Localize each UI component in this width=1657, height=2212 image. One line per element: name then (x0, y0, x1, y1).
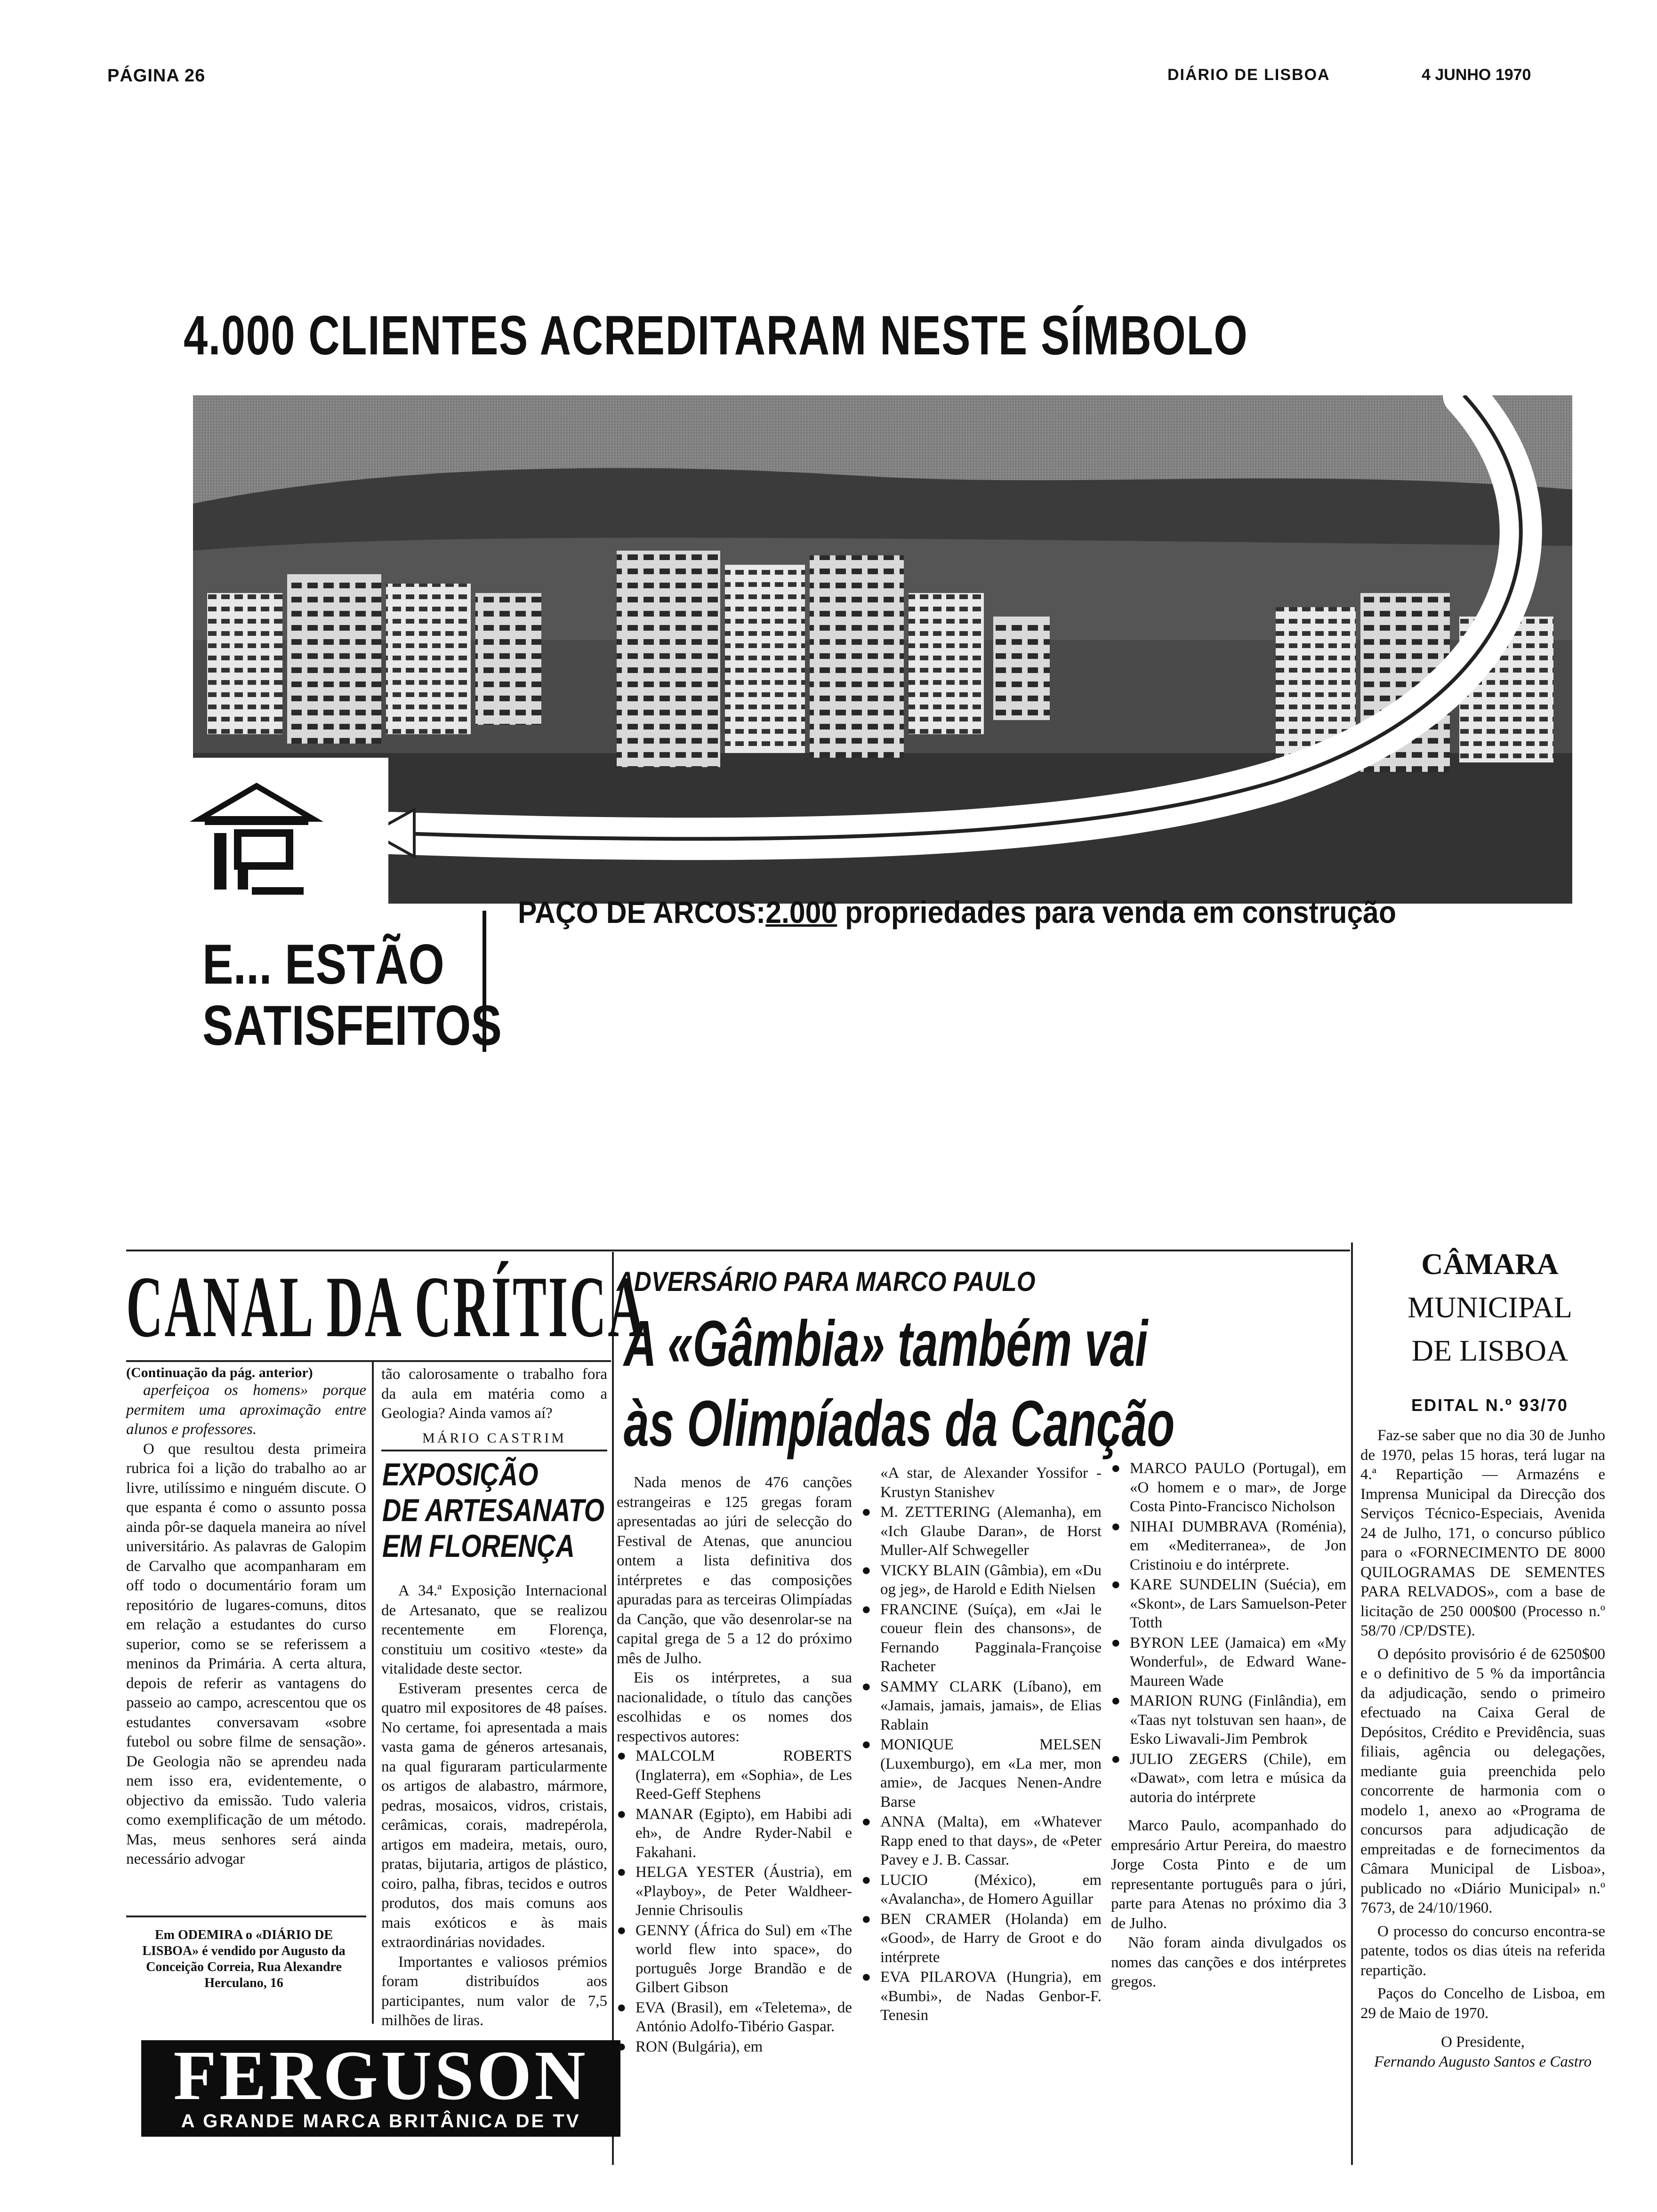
list-item: ● M. ZETTERING (Alemanha), em «Ich Glaube Daran», de Horst Muller-Alf Schwegeller (861, 1503, 1102, 1560)
canal-critica-column-2 (381, 1365, 607, 1448)
camara-paragraph: Paços do Concelho de Lisboa, em 29 de Maio de 1970. (1360, 1985, 1605, 2022)
house-logo-icon (186, 758, 388, 908)
canal-byline: MÁRIO CASTRIM (422, 1430, 566, 1446)
gambia-headline-line: às Olimpíadas da Canção (624, 1387, 1175, 1460)
list-item: ● SAMMY CLARK (Líbano), em «Jamais, jamais, jamais», de Elias Rablain (861, 1677, 1102, 1735)
ad-tagline-line-2: SATISFEITOS (202, 994, 502, 1057)
edital-number: EDITAL N.º 93/70 (1411, 1395, 1569, 1415)
issue-date: 4 JUNHO 1970 (1422, 66, 1531, 84)
president-signature: Fernando Augusto Santos e Castro (1374, 2053, 1592, 2070)
list-item: ● LUCIO (México), em «Avalancha», de Homero Aguillar (861, 1871, 1102, 1909)
camara-paragraph: Faz-se saber que no dia 30 de Junho de 1970, pelas 15 horas, terá lugar na 4.ª Repartição — Armazéns e Imprensa Municipal da Direcção dos Serviços Técnico-Especiais, Avenida 24 de Julho, 171, o concurso público para o «FORNECIMENTO DE 8000 QUILOGRAMAS DE SEMENTES PARA RELVADOS», com a base de licitação de 250 000$00 (Processo n.º 58/70 /CP/DSTE). (1360, 1427, 1605, 1639)
canal-critica-title: CANAL DA CRÍTICA (126, 1258, 646, 1355)
exposicao-title-line: EXPOSIÇÃO (382, 1457, 539, 1492)
camara-paragraph: O processo do concurso encontra-se patente, todos os dias úteis na referida repartição. (1360, 1923, 1605, 1979)
list-item: ● EVA PILAROVA (Hungria), em «Bumbi», de Nadas Genbor-F. Tenesin (861, 1968, 1102, 2025)
list-item: «A star, de Alexander Yossifor - Krustyn Stanishev (880, 1465, 1102, 1501)
list-item: ● FRANCINE (Suíça), em «Jai le coueur flein des chansons», de Fernando Pagginala-Françoise Racheter (861, 1600, 1102, 1676)
camara-title (1360, 1242, 1619, 1372)
camara-title-line: DE LISBOA (1411, 1334, 1569, 1367)
gambia-intro: Nada menos de 476 canções estrangeiras e 125 gregas foram apresentadas ao júri de selecção do Festival de Atenas, que anunciou ontem a lista definitiva dos intérpretes e das composições apuradas para as terceiras Olimpíadas da Canção, que vão desenrolar-se na capital grega de 5 a 12 do próximo mês de Julho. (617, 1474, 852, 1667)
gambia-paragraph: Não foram ainda divulgados os nomes das canções e dos intérpretes gregos. (1111, 1934, 1346, 1990)
list-item: ● MONIQUE MELSEN (Luxemburgo), em «La mer, mon amie», de Jacques Nenen-Andre Barse (861, 1735, 1102, 1811)
list-item: ● GENNY (África do Sul) em «The world flew into space», do português Jorge Brandão e de Gilbert Gibson (617, 1921, 852, 1997)
column-rule (372, 1360, 374, 2024)
ferguson-tagline: A GRANDE MARCA BRITÂNICA DE TV (181, 2111, 581, 2132)
gambia-column-2 (861, 1464, 1102, 2026)
continuation-label: (Continuação da pág. anterior) (126, 1365, 313, 1380)
camara-body (1360, 1426, 1605, 2072)
ad-sub-count: 2.000 (765, 895, 837, 930)
camara-title-line: CÂMARA (1421, 1247, 1559, 1281)
president-label: O Presidente, (1441, 2034, 1525, 2051)
list-item: ● MANAR (Egipto), em Habibi adi eh», de Andre Ryder-Nabil e Fakahani. (617, 1805, 852, 1862)
gambia-headline-line: A «Gâmbia» também vai (624, 1307, 1148, 1380)
ad-headline: 4.000 CLIENTES ACREDITARAM NESTE SÍMBOLO (184, 305, 1248, 367)
list-item: ● MARCO PAULO (Portugal), em «O homem e o mar», de Jorge Costa Pinto-Francisco Nicholson (1111, 1459, 1346, 1516)
gambia-column-3 (1111, 1459, 1346, 1992)
exposicao-headline (382, 1457, 604, 1564)
camara-paragraph: O depósito provisório é de 6250$00 e o definitivo de 5 % da importância da adjudicação, sendo o primeiro efectuado na Caixa Geral de Depósitos, Crédito e Previdência, suas filiais, agência ou delegações, mediante guia preenchida pelo concorrente de harmonia com o modelo 1, anexo ao «Programa de concursos para adjudicação de empreitadas e de fornecimentos da Câmara Municipal de Lisboa», publicado no «Diário Municipal» n.º 7673, de 24/10/1960. (1360, 1645, 1605, 1916)
list-item: ● NIHAI DUMBRAVA (Roménia), em «Mediterranea», de Jon Cristinoiu e do intérprete. (1111, 1517, 1346, 1575)
list-item: ● JULIO ZEGERS (Chile), em «Dawat», com letra e música da autoria do intérprete (1111, 1750, 1346, 1807)
ad-tagline (202, 934, 502, 1056)
gambia-headline (624, 1304, 1174, 1464)
canal-critica-column-1 (126, 1365, 366, 1869)
column-rule (612, 1252, 614, 2165)
camara-title-line: MUNICIPAL (1408, 1290, 1572, 1324)
entrant-list (1111, 1459, 1346, 1807)
column-rule (126, 1915, 366, 1917)
canal-continuation-text: tão calorosamente o trabalho fora da aula em matéria como a Geologia? Ainda vamos aí? (381, 1366, 607, 1422)
page-number: PÁGINA 26 (107, 66, 206, 86)
gambia-column-1 (617, 1473, 852, 2057)
list-item: ● MARION RUNG (Finlândia), em «Taas nyt tolstuvan sen haan», de Esko Liwavali-Jim Pembrok (1111, 1691, 1346, 1749)
ferguson-ad (141, 2036, 620, 2137)
gambia-intro: Eis os intérpretes, a sua nacionalidade, o título das canções escolhidas e os nomes dos respectivos autores: (617, 1669, 852, 1745)
exposicao-paragraph: A 34.ª Exposição Internacional de Artesanato, que se realizou recentemente em Florença, constituiu um cositivo «teste» da vitalidade deste sector. (381, 1582, 607, 1677)
entrant-list (861, 1464, 1102, 2025)
gambia-paragraph: Marco Paulo, acompanhado do empresário Artur Pereira, do maestro Jorge Costa Pinto e de um representante português para o júri, parte para Atenas no próximo dia 3 de Julho. (1111, 1817, 1346, 1932)
canal-paragraph: aperfeiçoa os homens» porque permitem uma aproximação entre alunos e professores. (126, 1382, 366, 1438)
list-item: ● HELGA YESTER (Áustria), em «Playboy», de Peter Waldheer-Jennie Chrisoulis (617, 1863, 852, 1920)
column-rule (1351, 1242, 1353, 2165)
exposicao-title-line: DE ARTESANATO (382, 1492, 604, 1529)
ferguson-brand: FERGUSON (173, 2036, 588, 2115)
newspaper-name: DIÁRIO DE LISBOA (1167, 66, 1330, 84)
section-rule (126, 1250, 1350, 1251)
gambia-kicker: ADVERSÁRIO PARA MARCO PAULO (617, 1266, 1036, 1297)
ad-tagline-line-1: E... ESTÃO (202, 933, 444, 996)
list-item: ● ANNA (Malta), em «Whatever Rapp ened to that days», de «Peter Pavey e J. B. Cassar. (861, 1812, 1102, 1870)
ad-photo-apartment-blocks (193, 395, 1572, 904)
list-item: ● BYRON LEE (Jamaica) em «My Wonderful», de Edward Wane-Maureen Wade (1111, 1634, 1346, 1691)
exposicao-title-line: EM FLORENÇA (382, 1528, 575, 1564)
odemira-notice: Em ODEMIRA o «DIÁRIO DE LISBOA» é vendido por Augusto da Conceição Correia, Rua Alexandre Herculano, 16 (142, 1928, 346, 1990)
exposicao-body (381, 1581, 607, 2031)
list-item: ● RON (Bulgária), em (617, 2037, 852, 2057)
column-rule (126, 1360, 611, 1362)
exposicao-paragraph: Estiveram presentes cerca de quatro mil expositores de 48 países. No certame, foi apresentada a mais vasta gama de géneros artesanais, na qual figuraram particularmente os artigos de alabastro, mármore, pedras, mosaicos, vidros, cristais, cerâmicas, corais, madrepérola, artigos em madeira, metais, ouro, pratas, bijutaria, artigos de plástico, coiro, palha, fibras, tecidos e outros produtos, dos mais comuns aos mais exóticos e às mais extraordinárias novidades. (381, 1680, 607, 1951)
ad-subheadline (518, 894, 1396, 930)
ad-sub-location: PAÇO DE ARCOS: (518, 895, 766, 930)
list-item: ● VICKY BLAIN (Gâmbia), em «Du og jeg», de Harold e Edith Nielsen (861, 1561, 1102, 1599)
canal-paragraph: O que resultou desta primeira rubrica foi a lição do trabalho ao ar livre, utilíssimo e ninguém discute. O que espanta é como o assunto possa ainda pôr-se daquela maneira ao nível universitário. As palavras de Galopim de Carvalho que acompanharam em off todo o documentário foram um repositório de lugares-comuns, ditos em relação a estudantes do curso superior, como se se referissem a meninos da Primária. A certa altura, depois de referir as vantagens do passeio ao campo, acrescentou que os estudantes conversavam «sobre futebol ou sobre filme de sensação». De Geologia não se aprendeu nada nem isso era, evidentemente, o objectivo da emissão. Tudo valeria como exemplificação de um método. Mas, meus senhores será ainda necessário advogar (126, 1440, 366, 1867)
list-item: ● BEN CRAMER (Holanda) em «Good», de Harry de Groot e do intérprete (861, 1910, 1102, 1967)
list-item: ● KARE SUNDELIN (Suécia), em «Skont», de Lars Samuelson-Peter Totth (1111, 1575, 1346, 1633)
ad-sub-rest: propriedades para venda em construção (845, 895, 1397, 930)
list-item: ● EVA (Brasil), em «Teletema», de António Adolfo-Tibério Gaspar. (617, 1998, 852, 2036)
column-rule (381, 1450, 607, 1451)
list-item: ● MALCOLM ROBERTS (Inglaterra), em «Sophia», de Les Reed-Geff Stephens (617, 1747, 852, 1804)
exposicao-paragraph: Importantes e valiosos prémios foram distribuídos aos participantes, num valor de 7,5 milhões de liras. (381, 1953, 607, 2029)
entrant-list (617, 1747, 852, 2056)
